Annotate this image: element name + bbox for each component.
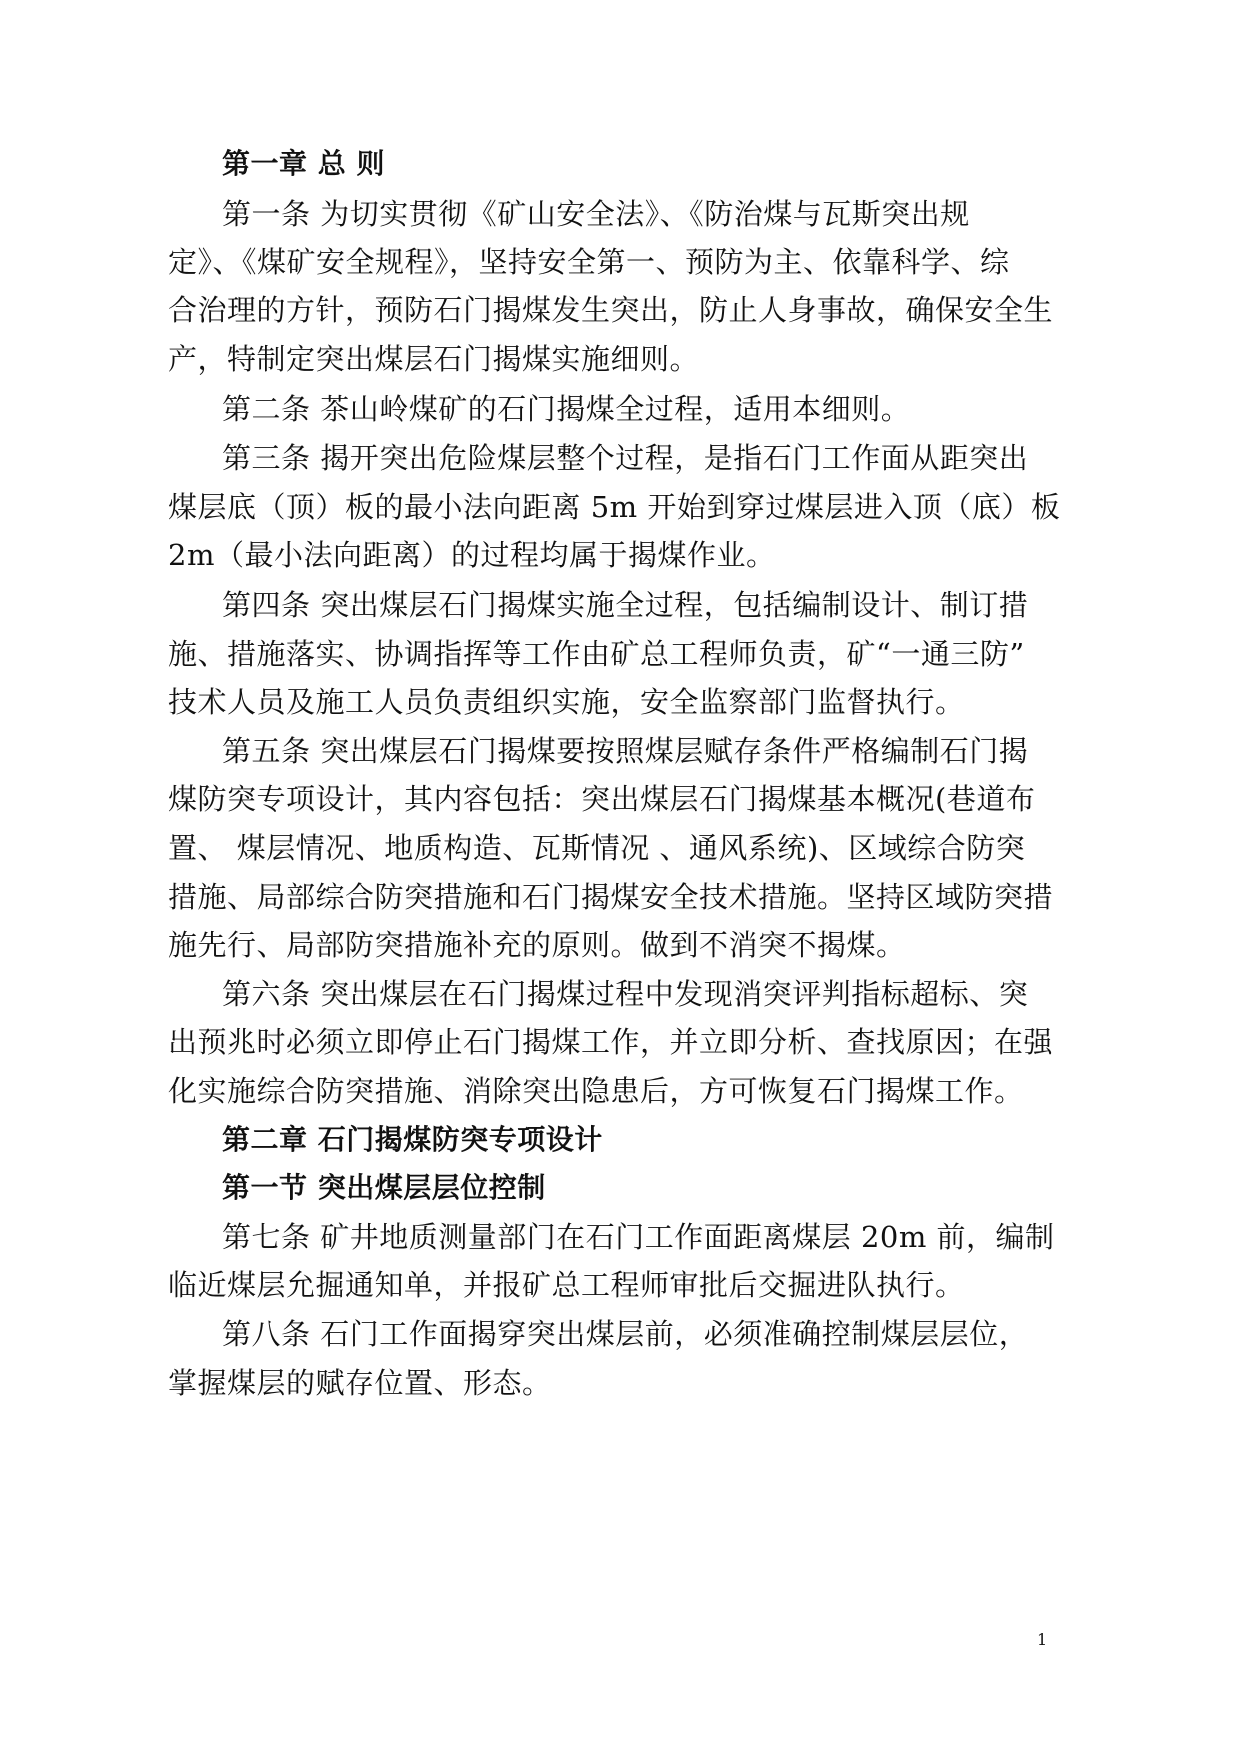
- paragraph-line: 出预兆时必须立即停止石门揭煤工作，并立即分析、查找原因；在强: [168, 1025, 1054, 1059]
- paragraph-line: 第六条 突出煤层在石门揭煤过程中发现消突评判指标超标、突: [222, 977, 1029, 1011]
- paragraph-line: 临近煤层允掘通知单，并报矿总工程师审批后交掘进队执行。: [168, 1268, 965, 1302]
- paragraph-line: 第八条 石门工作面揭穿突出煤层前，必须准确控制煤层层位，: [222, 1317, 1029, 1351]
- paragraph-line: 合治理的方针，预防石门揭煤发生突出，防止人身事故，确保安全生: [168, 293, 1054, 327]
- chapter-1-title: 第一章 总 则: [222, 147, 385, 180]
- paragraph-line: 化实施综合防突措施、消除突出隐患后，方可恢复石门揭煤工作。: [168, 1074, 1024, 1108]
- paragraph-line: 煤防突专项设计，其内容包括：突出煤层石门揭煤基本概况(巷道布: [168, 782, 1036, 816]
- paragraph-line: 第四条 突出煤层石门揭煤实施全过程，包括编制设计、制订措: [222, 588, 1029, 622]
- paragraph-line: 措施、局部综合防突措施和石门揭煤安全技术措施。坚持区域防突措: [168, 880, 1054, 914]
- paragraph-line: 第五条 突出煤层石门揭煤要按照煤层赋存条件严格编制石门揭: [222, 734, 1029, 768]
- paragraph-line: 施、措施落实、协调指挥等工作由矿总工程师负责，矿“一通三防”: [168, 637, 1025, 671]
- paragraph-line: 第三条 揭开突出危险煤层整个过程，是指石门工作面从距突出: [222, 441, 1029, 475]
- chapter-2-title: 第二章 石门揭煤防突专项设计: [222, 1123, 603, 1156]
- paragraph-line: 2m（最小法向距离）的过程均属于揭煤作业。: [168, 538, 776, 572]
- paragraph-line: 煤层底（顶）板的最小法向距离 5m 开始到穿过煤层进入顶（底）板: [168, 490, 1061, 524]
- paragraph-line: 第二条 茶山岭煤矿的石门揭煤全过程，适用本细则。: [222, 392, 911, 426]
- paragraph-line: 定》、《煤矿安全规程》，坚持安全第一、预防为主、依靠科学、综: [168, 245, 1010, 279]
- paragraph-line: 技术人员及施工人员负责组织实施，安全监察部门监督执行。: [168, 685, 965, 719]
- paragraph-line: 掌握煤层的赋存位置、形态。: [168, 1366, 552, 1400]
- section-1-title: 第一节 突出煤层层位控制: [222, 1171, 546, 1204]
- paragraph-line: 第七条 矿井地质测量部门在石门工作面距离煤层 20m 前，编制: [222, 1220, 1055, 1254]
- paragraph-line: 施先行、局部防突措施补充的原则。做到不消突不揭煤。: [168, 928, 906, 962]
- paragraph-line: 产，特制定突出煤层石门揭煤实施细则。: [168, 342, 700, 376]
- paragraph-line: 第一条 为切实贯彻《矿山安全法》、《防治煤与瓦斯突出规: [222, 197, 970, 231]
- paragraph-line: 置、 煤层情况、地质构造、瓦斯情况 、通风系统)、区域综合防突: [168, 831, 1026, 865]
- page-number: 1: [1037, 1630, 1048, 1649]
